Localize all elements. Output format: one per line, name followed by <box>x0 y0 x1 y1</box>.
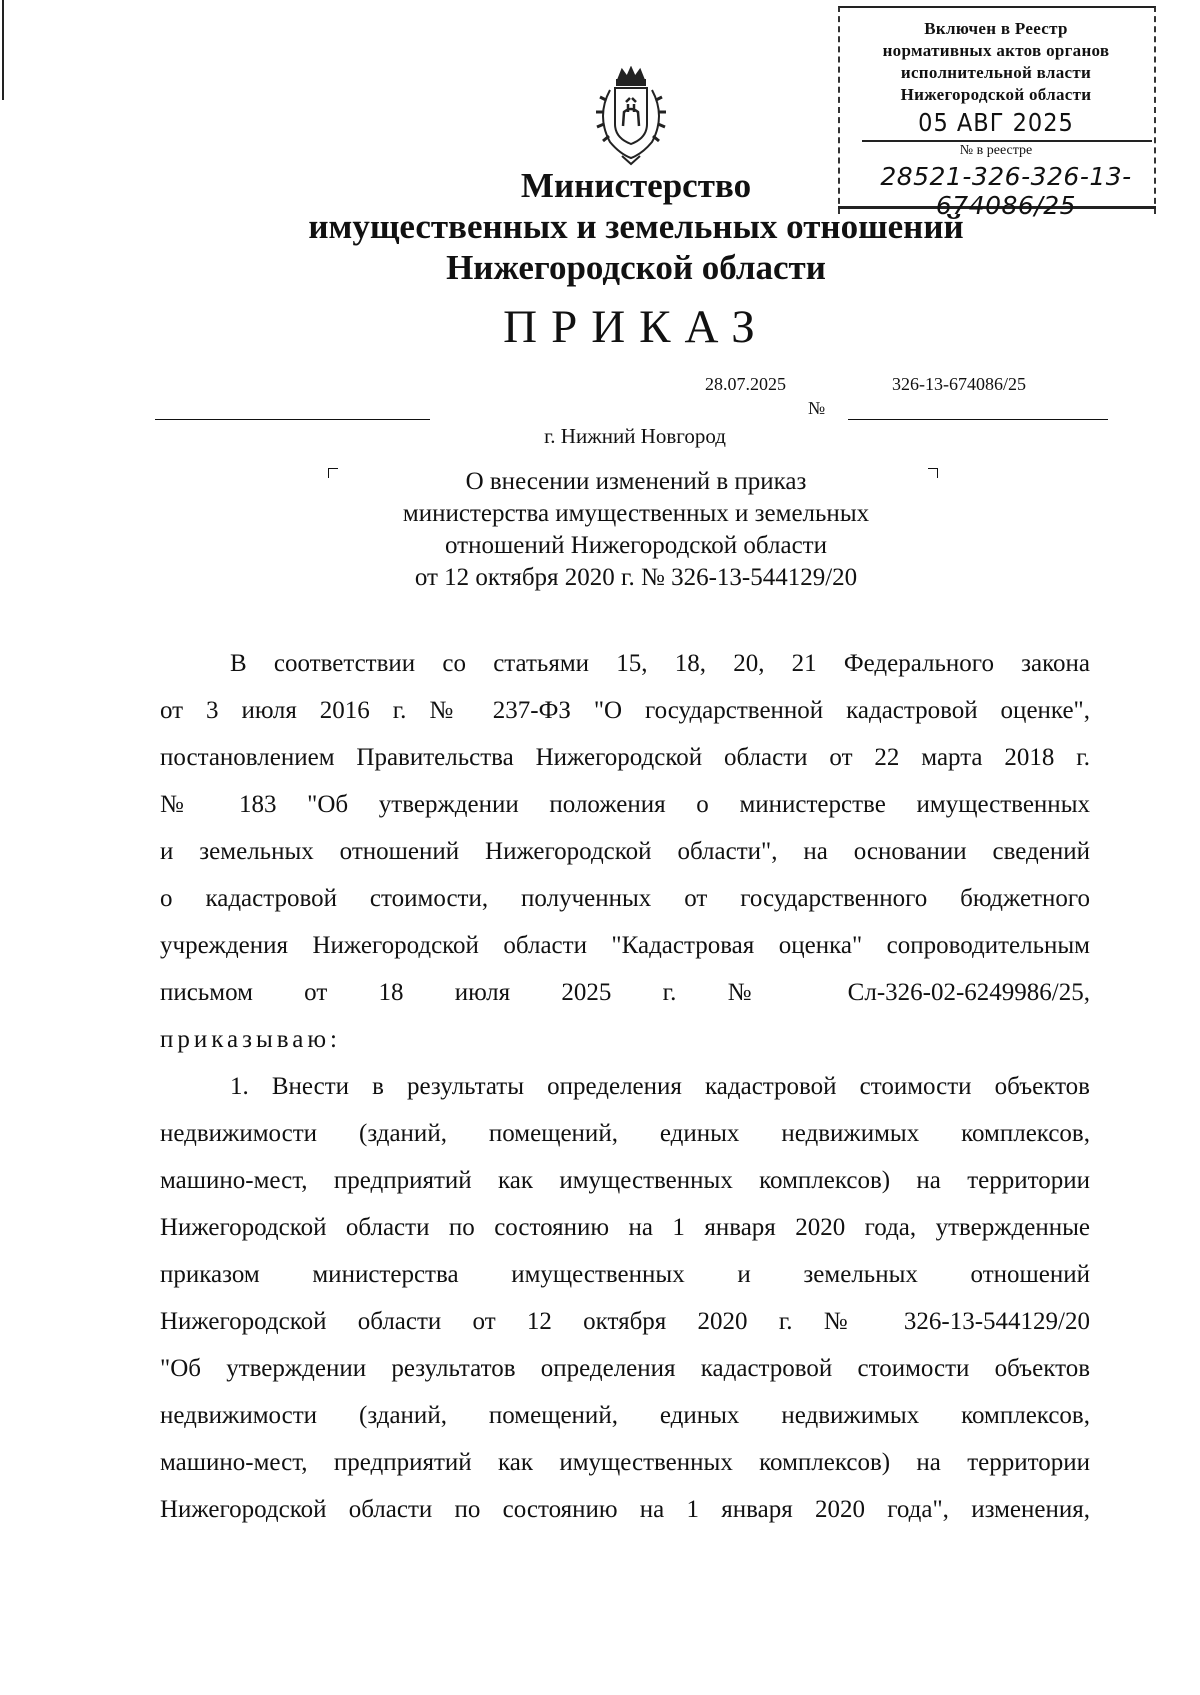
city: г. Нижний Новгород <box>544 424 726 448</box>
scan-edge-line <box>2 0 4 100</box>
stamp-registry-number: 28521-326-326-13-674086/25 <box>880 162 1132 220</box>
subject-line: министерства имущественных и земельных <box>402 500 870 527</box>
body-line: 1. Внести в результаты определения кадастровой стоимости объектов <box>230 1073 1090 1100</box>
document-type: ПРИКАЗ <box>503 301 769 353</box>
registry-stamp-text <box>838 18 1154 106</box>
body-line: и земельных отношений Нижегородской области", на основании сведений <box>160 838 1090 865</box>
body-line: Нижегородской области от 12 октября 2020 г. № 326-13-544129/20 <box>160 1308 1090 1335</box>
stamp-line: Нижегородской области <box>900 85 1092 104</box>
body-line: В соответствии со статьями 15, 18, 20, 21 Федерального закона <box>230 650 1090 677</box>
ministry-title <box>200 165 1072 288</box>
stamp-line: нормативных актов органов <box>882 41 1110 60</box>
ministry-title-line: имущественных и земельных отношений <box>308 207 964 246</box>
subject-line: от 12 октября 2020 г. № 326-13-544129/20 <box>414 564 858 591</box>
document-subject <box>200 466 1072 594</box>
stamp-date: 05 АВГ 2025 <box>918 108 1074 137</box>
number-label: № <box>808 398 826 418</box>
body-line: машино-мест, предприятий как имущественных комплексов) на территории <box>160 1449 1090 1476</box>
body-line: Нижегородской области по состоянию на 1 января 2020 года, утвержденные <box>160 1214 1090 1241</box>
stamp-registry-label: № в реестре <box>959 143 1033 158</box>
document-number: 326-13-674086/25 <box>892 374 1026 394</box>
document-body <box>160 640 1090 1533</box>
body-line: недвижимости (зданий, помещений, единых недвижимых комплексов, <box>160 1402 1090 1429</box>
stamp-line: исполнительной власти <box>900 63 1092 82</box>
body-line: машино-мест, предприятий как имущественных комплексов) на территории <box>160 1167 1090 1194</box>
ministry-title-line: Министерство <box>520 166 752 205</box>
body-line: учреждения Нижегородской области "Кадастровая оценка" сопроводительным <box>160 932 1090 959</box>
subject-line: отношений Нижегородской области <box>445 532 827 559</box>
document-date: 28.07.2025 <box>705 374 786 394</box>
body-line: "Об утверждении результатов определения кадастровой стоимости объектов <box>160 1355 1090 1382</box>
body-line: приказом министерства имущественных и земельных отношений <box>160 1261 1090 1288</box>
date-underline <box>155 419 430 420</box>
coat-of-arms-icon <box>588 66 674 166</box>
body-line: о кадастровой стоимости, полученных от государственного бюджетного <box>160 885 1090 912</box>
body-line: № 183 "Об утверждении положения о министерстве имущественных <box>160 791 1090 818</box>
order-word: приказываю: <box>160 1026 341 1053</box>
body-line: постановлением Правительства Нижегородской области от 22 марта 2018 г. <box>160 744 1090 771</box>
stamp-divider <box>862 140 1152 142</box>
body-line: недвижимости (зданий, помещений, единых недвижимых комплексов, <box>160 1120 1090 1147</box>
stamp-line: Включен в Реестр <box>924 19 1068 38</box>
body-line: Нижегородской области по состоянию на 1 января 2020 года", изменения, <box>160 1496 1090 1523</box>
body-line: от 3 июля 2016 г. № 237-ФЗ "О государственной кадастровой оценке", <box>160 697 1090 724</box>
body-line: письмом от 18 июля 2025 г. № Сл-326-02-6249986/25, <box>160 979 1090 1006</box>
number-underline <box>848 419 1108 420</box>
ministry-title-line: Нижегородской области <box>446 248 826 287</box>
subject-line: О внесении изменений в приказ <box>465 468 807 495</box>
